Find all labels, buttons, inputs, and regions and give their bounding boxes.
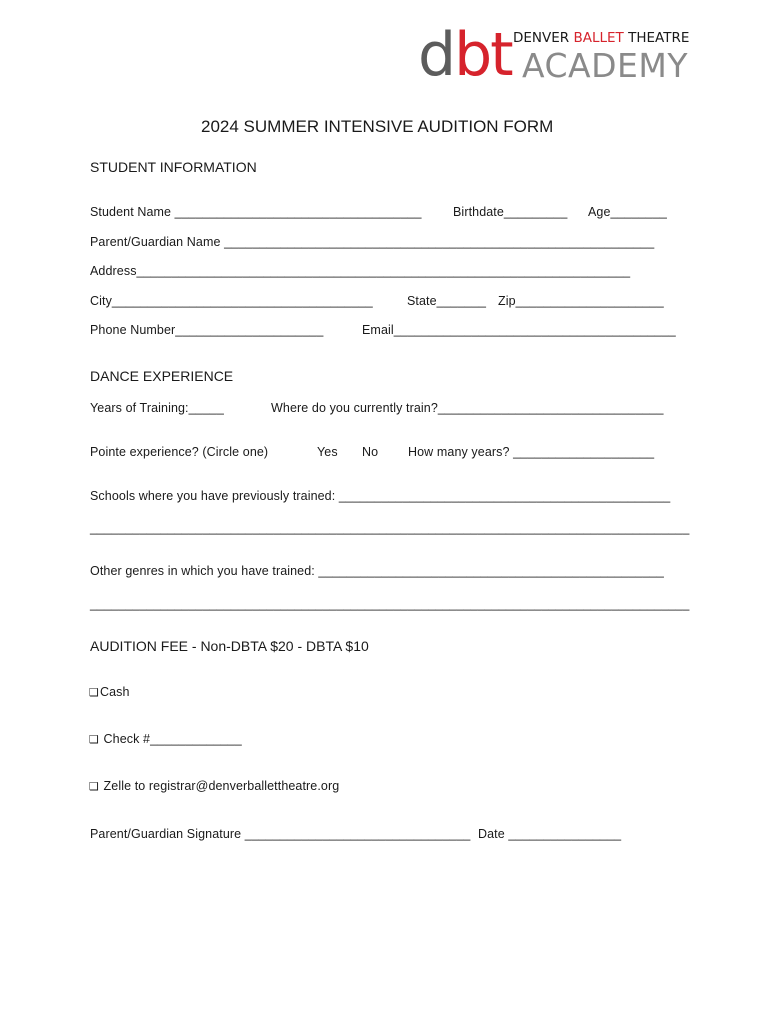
checkbox-icon[interactable]: ❑ xyxy=(89,781,99,793)
pointe-years-field[interactable]: How many years? ____________________ xyxy=(408,445,655,459)
pointe-yes-option[interactable]: Yes xyxy=(317,445,338,459)
pointe-experience-label: Pointe experience? (Circle one) xyxy=(90,445,269,459)
logo-word-ballet: BALLET xyxy=(573,30,624,46)
logo-academy: ACADEMY xyxy=(522,46,689,85)
parent-signature-field[interactable]: Parent/Guardian Signature ________________________________ xyxy=(90,827,471,841)
years-training-field[interactable]: Years of Training:_____ xyxy=(90,401,224,415)
zelle-label: Zelle to registrar@denverballettheatre.org xyxy=(103,779,340,793)
birthdate-field[interactable]: Birthdate_________ xyxy=(453,205,568,219)
other-genres-field[interactable]: Other genres in which you have trained: _________________________________________________ xyxy=(90,564,664,578)
signature-date-field[interactable]: Date ________________ xyxy=(478,827,622,841)
pointe-no-option[interactable]: No xyxy=(362,445,379,459)
other-genres-line-2[interactable]: _____________________________________________________________________________________ xyxy=(90,597,690,611)
payment-cash-option[interactable] xyxy=(89,685,130,699)
current-school-field[interactable]: Where do you currently train?________________________________ xyxy=(271,401,664,415)
zip-field[interactable]: Zip_____________________ xyxy=(498,294,664,308)
student-info-heading: STUDENT INFORMATION xyxy=(90,159,257,175)
state-field[interactable]: State_______ xyxy=(407,294,487,308)
audition-fee-heading: AUDITION FEE - Non-DBTA $20 - DBTA $10 xyxy=(90,638,369,654)
student-name-field[interactable]: Student Name ___________________________________ xyxy=(90,205,422,219)
logo-org-name xyxy=(513,30,689,46)
address-field[interactable]: Address______________________________________________________________________ xyxy=(90,264,631,278)
previous-schools-line-2[interactable]: _____________________________________________________________________________________ xyxy=(90,521,690,535)
logo-mark-d: d xyxy=(418,20,455,90)
payment-check-option[interactable] xyxy=(89,732,242,746)
parent-name-field[interactable]: Parent/Guardian Name _____________________________________________________________ xyxy=(90,235,655,249)
previous-schools-field[interactable]: Schools where you have previously trained: _______________________________________________ xyxy=(90,489,671,503)
checkbox-icon[interactable]: ❑ xyxy=(89,687,99,699)
checkbox-icon[interactable]: ❑ xyxy=(89,734,99,746)
form-title: 2024 SUMMER INTENSIVE AUDITION FORM xyxy=(201,117,554,136)
cash-label: Cash xyxy=(99,685,130,699)
email-field[interactable]: Email________________________________________ xyxy=(362,323,676,337)
logo-word-denver: DENVER xyxy=(513,30,570,46)
logo-mark-bt: bt xyxy=(454,20,512,90)
payment-zelle-option[interactable] xyxy=(89,779,339,793)
age-field[interactable]: Age________ xyxy=(588,205,667,219)
phone-field[interactable]: Phone Number_____________________ xyxy=(90,323,324,337)
city-field[interactable]: City_____________________________________ xyxy=(90,294,373,308)
check-number-field[interactable]: Check #_____________ xyxy=(103,732,242,746)
dance-experience-heading: DANCE EXPERIENCE xyxy=(90,368,234,384)
logo-word-theatre: THEATRE xyxy=(628,30,690,46)
logo-mark xyxy=(418,18,512,92)
